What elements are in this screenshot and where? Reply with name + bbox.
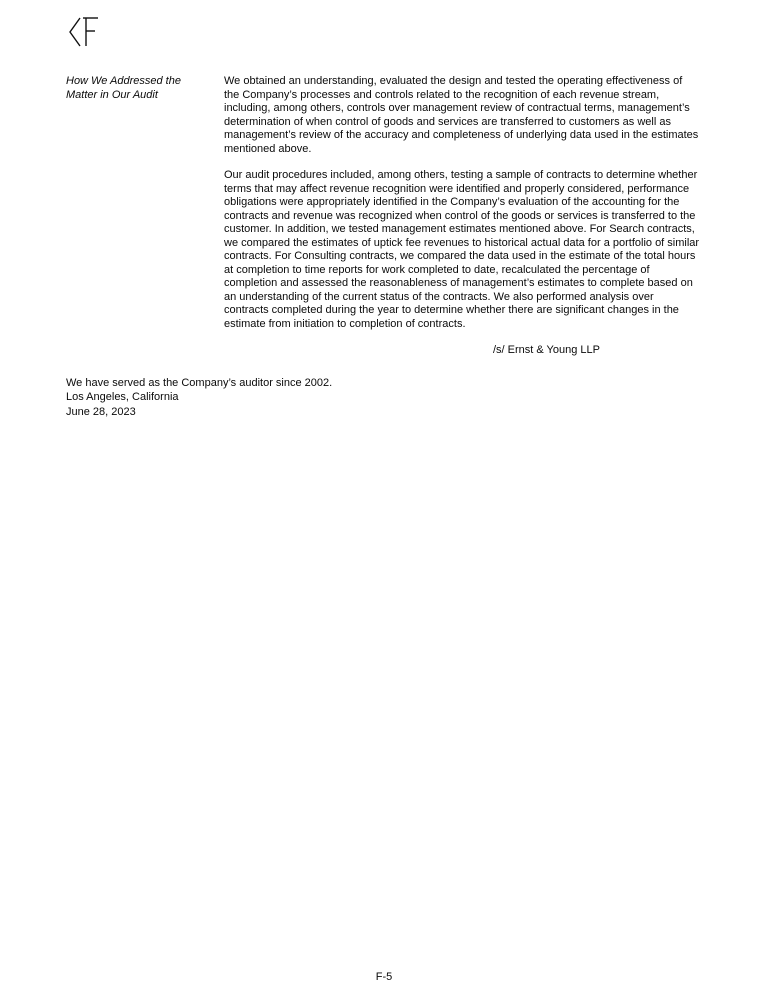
report-date-line: June 28, 2023 [66,405,136,418]
auditor-tenure-line: We have served as the Company’s auditor since 2002. [66,376,333,389]
page-number: F-5 [375,971,393,983]
audit-paragraph-1: We obtained an understanding, evaluated the design and tested the operating effectiveness of the Company’s processes and controls related to the recognition of each revenue stream, including, among others, controls over management review of contractual terms, management’s determination of when control of goods and services are transferred to customers as well as management’s review of the accuracy and completeness of underlying data used in the estimates mentioned above. [224,75,699,155]
section-heading [66,75,224,371]
section-heading-line2: Matter in Our Audit [66,88,158,101]
auditor-location-line: Los Angeles, California [66,391,179,403]
closing-block [66,377,700,420]
auditor-signature: /s/ Ernst & Young LLP [492,344,600,356]
document-content [66,75,700,420]
audit-body [224,75,700,371]
audit-section [66,75,700,371]
section-heading-line1: How We Addressed the [66,75,181,87]
korn-ferry-logo-icon [67,15,101,51]
audit-paragraph-2: Our audit procedures included, among others, testing a sample of contracts to determine whether terms that may affect revenue recognition were identified and properly considered, performance obligations were appropriately identified in the Company’s evaluation of the accounting for the contracts and revenue was recognized when control of the goods or services is transferred to the customer. In addition, we tested management estimates mentioned above. For Search contracts, we compared the estimates of uptick fee revenues to historical actual data for a portfolio of similar contracts. For Consulting contracts, we compared the data used in the estimate of the total hours at completion to time reports for work completed to date, recalculated the percentage of completion and assessed the reasonableness of management’s estimates to complete based on an understanding of the current status of the contracts. We also performed analysis over contracts completed during the year to determine whether there are significant changes in the estimate from initiation to completion of contracts. [224,169,700,330]
